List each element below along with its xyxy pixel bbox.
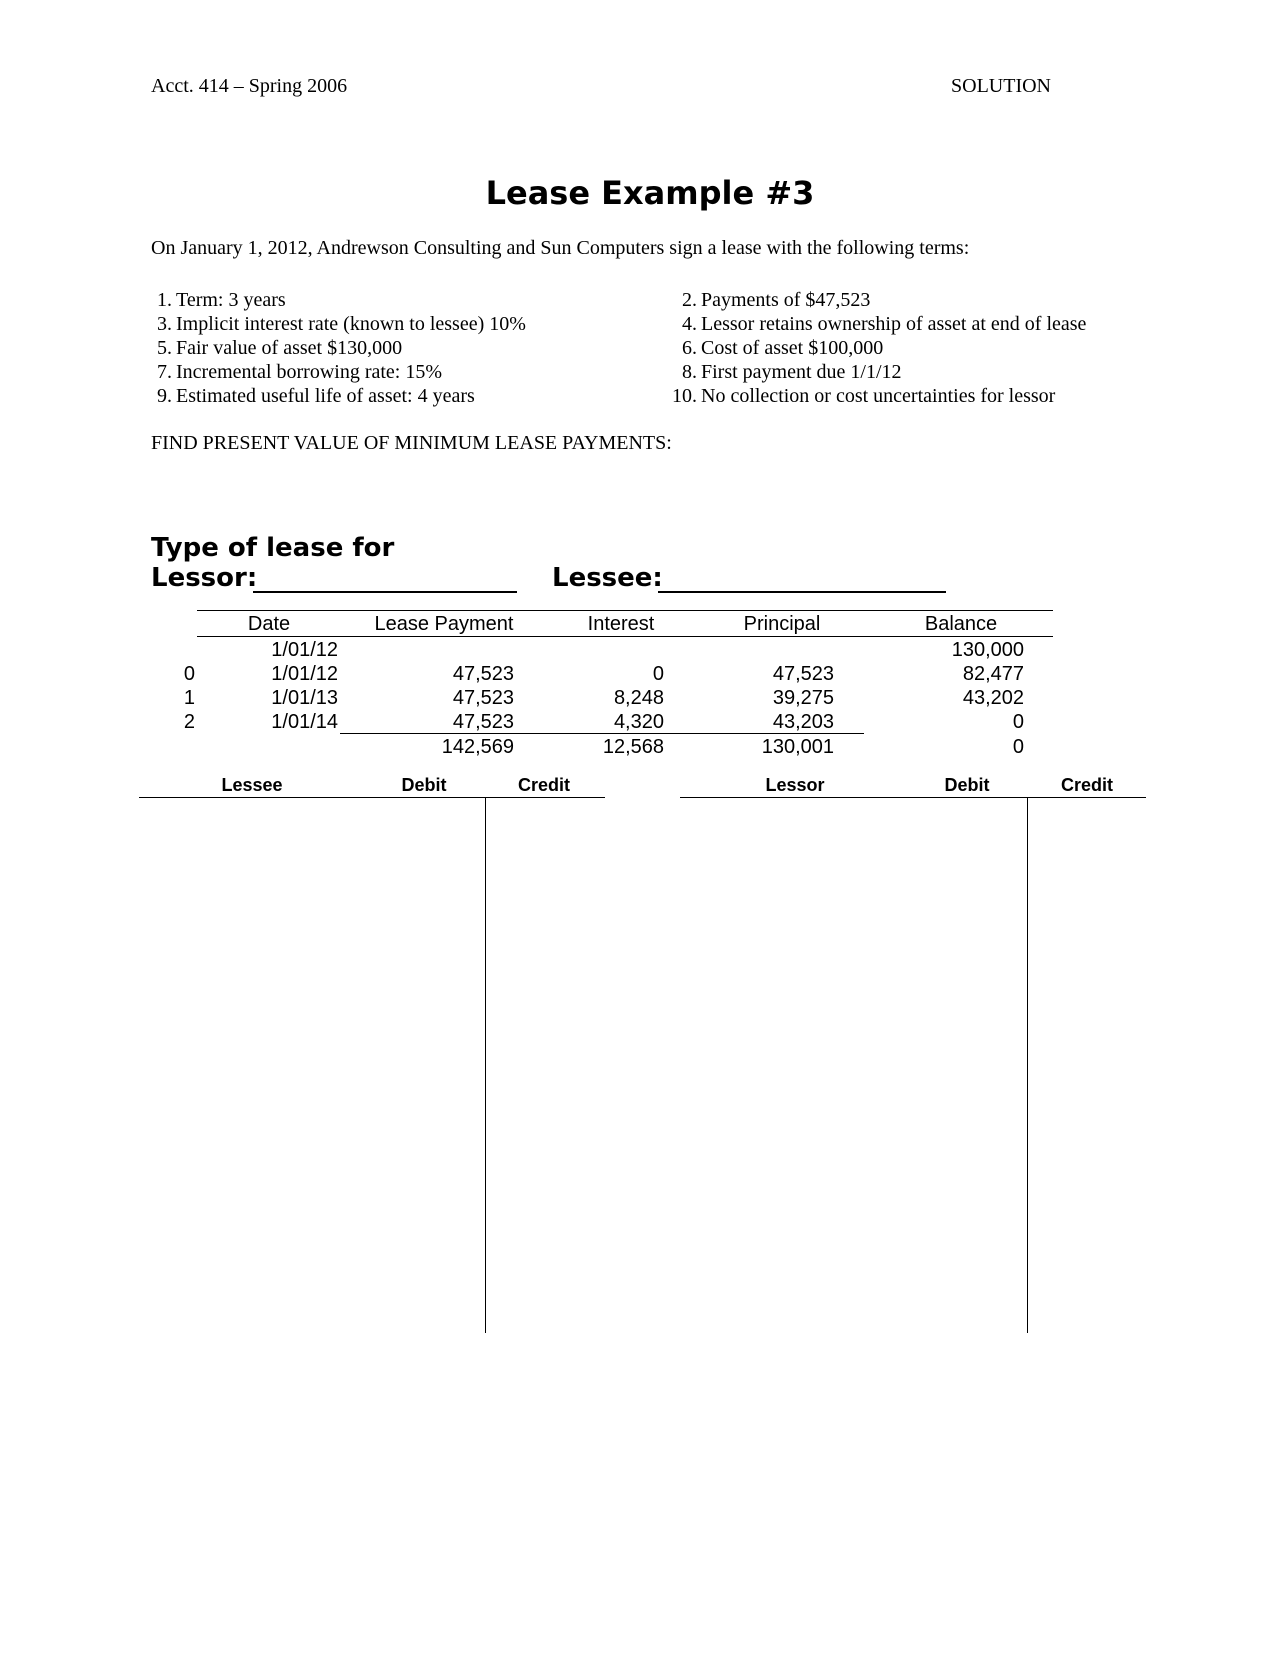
interest-cell: 4,320 [613, 711, 664, 733]
terms-list-left [142, 288, 526, 408]
term-item [142, 360, 526, 384]
term-text: Term: 3 years [176, 289, 286, 311]
header-lease-payment: Lease Payment [374, 613, 514, 635]
term-item [667, 336, 1086, 360]
interest-cell: 0 [652, 663, 664, 685]
lease-type-heading: Type of lease for [151, 533, 395, 563]
term-item [667, 360, 1086, 384]
lessor-credit-header: Credit [1060, 775, 1113, 795]
header-date: Date [247, 613, 291, 635]
lessor-debit-credit-divider [1027, 797, 1028, 1333]
term-item [142, 384, 526, 408]
term-item [667, 312, 1086, 336]
payment-cell: 47,523 [452, 711, 514, 733]
term-item [142, 288, 526, 312]
schedule-total-rule [340, 733, 864, 734]
course-header: Acct. 414 – Spring 2006 [151, 75, 348, 97]
term-number: 5. [157, 337, 172, 359]
schedule-top-rule [197, 610, 1053, 611]
payment-cell: 47,523 [452, 687, 514, 709]
term-number: 10. [672, 385, 697, 407]
date-cell: 1/01/13 [271, 687, 338, 709]
lessee-type-label: Lessee: [552, 563, 663, 593]
principal-cell: 47,523 [772, 663, 834, 685]
lessor-debit-header: Debit [944, 775, 990, 795]
lessee-type-blank[interactable] [658, 591, 946, 593]
balance-cell: 82,477 [962, 663, 1024, 685]
date-cell: 1/01/12 [271, 639, 338, 661]
term-number: 1. [157, 289, 172, 311]
period-cell: 0 [183, 663, 195, 685]
balance-cell: 43,202 [962, 687, 1024, 709]
term-item [142, 312, 526, 336]
term-text: Lessor retains ownership of asset at end of lease [701, 313, 1087, 335]
term-text: Payments of $47,523 [701, 289, 871, 311]
term-item [667, 384, 1086, 408]
header-principal: Principal [743, 613, 821, 635]
term-number: 4. [682, 313, 697, 335]
total-balance-cell: 0 [1012, 736, 1024, 758]
header-interest: Interest [587, 613, 655, 635]
schedule-header-rule [197, 636, 1053, 637]
total-interest-cell: 12,568 [602, 736, 664, 758]
term-text: First payment due 1/1/12 [701, 361, 902, 383]
period-cell: 2 [183, 711, 195, 733]
lessor-type-blank[interactable] [253, 591, 517, 593]
term-text: Implicit interest rate (known to lessee) 10% [176, 313, 526, 335]
lessee-credit-header: Credit [517, 775, 570, 795]
lessor-account-header: Lessor [765, 775, 825, 795]
date-cell: 1/01/12 [271, 663, 338, 685]
lessee-debit-credit-divider [485, 797, 486, 1333]
term-text: Cost of asset $100,000 [701, 337, 884, 359]
lessee-debit-header: Debit [401, 775, 447, 795]
term-number: 7. [157, 361, 172, 383]
principal-cell: 43,203 [772, 711, 834, 733]
total-principal-cell: 130,001 [761, 736, 834, 758]
find-pv-instruction: FIND PRESENT VALUE OF MINIMUM LEASE PAYMENTS: [151, 432, 672, 454]
term-number: 6. [682, 337, 697, 359]
term-text: No collection or cost uncertainties for lessor [701, 385, 1056, 407]
term-number: 2. [682, 289, 697, 311]
lessor-journal-rule [680, 797, 1146, 798]
interest-cell: 8,248 [613, 687, 664, 709]
term-item [142, 336, 526, 360]
period-cell: 1 [183, 687, 195, 709]
header-balance: Balance [924, 613, 998, 635]
date-cell: 1/01/14 [271, 711, 338, 733]
intro-paragraph: On January 1, 2012, Andrewson Consulting and Sun Computers sign a lease with the following terms: [151, 237, 970, 259]
total-payment-cell: 142,569 [441, 736, 514, 758]
payment-cell: 47,523 [452, 663, 514, 685]
lessee-account-header: Lessee [221, 775, 283, 795]
balance-cell: 0 [1012, 711, 1024, 733]
term-number: 8. [682, 361, 697, 383]
page-title: Lease Example #3 [485, 174, 815, 212]
term-number: 3. [157, 313, 172, 335]
term-text: Estimated useful life of asset: 4 years [176, 385, 475, 407]
term-item [667, 288, 1086, 312]
term-number: 9. [157, 385, 172, 407]
balance-cell: 130,000 [951, 639, 1024, 661]
term-text: Fair value of asset $130,000 [176, 337, 403, 359]
terms-list-right [667, 288, 1086, 408]
lessee-journal-rule [139, 797, 605, 798]
term-text: Incremental borrowing rate: 15% [176, 361, 443, 383]
solution-label: SOLUTION [951, 75, 1051, 97]
principal-cell: 39,275 [772, 687, 834, 709]
lessor-type-label: Lessor: [151, 563, 258, 593]
